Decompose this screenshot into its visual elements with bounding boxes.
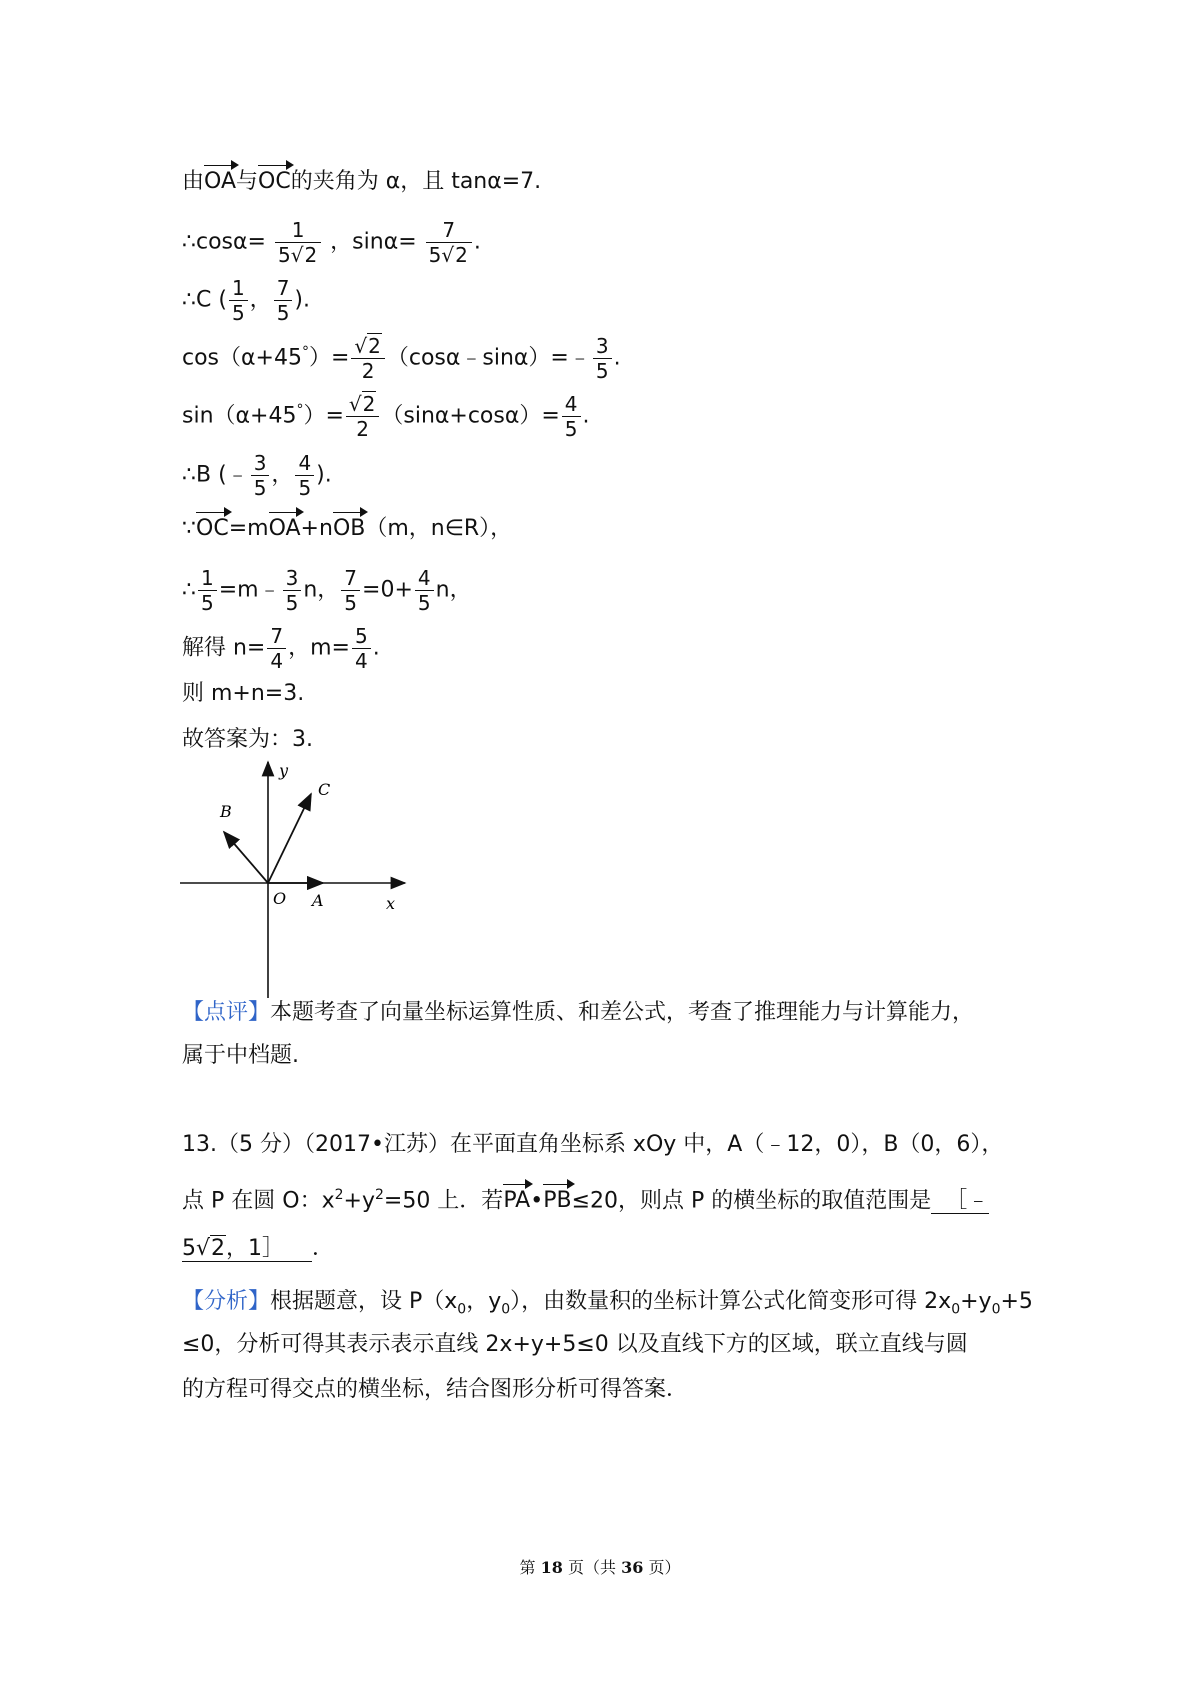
q13-line-1: 13.（5 分）（2017•江苏）在平面直角坐标系 xOy 中，A（﹣12，0），B（0，6）， xyxy=(182,1132,1004,1157)
solution-line-9: 解得 n= $\frac{7}{4}$ ，m= $\frac{5}{4}$ . xyxy=(182,624,380,673)
solution-line-7: ∵OC=mOA+nOB（m，n∈R）， xyxy=(182,510,512,544)
vector-oa: OA xyxy=(204,163,236,197)
label-a: A xyxy=(312,891,324,910)
fraction: $\frac{4}{5}$ xyxy=(415,566,434,615)
fraction: $\frac{4}{5}$ xyxy=(295,451,314,500)
vector-oc: OC xyxy=(258,163,291,197)
comment-line-1: 【点评】本题考查了向量坐标运算性质、和差公式，考查了推理能力与计算能力， xyxy=(182,1000,975,1025)
fraction: $\frac{√2}{2}$ xyxy=(346,392,379,441)
vector-pa: PA xyxy=(503,1182,530,1216)
fraction-cos: $\frac{1}{5√2}$ xyxy=(275,218,321,267)
text: ，sinα= xyxy=(330,229,417,255)
solution-line-10: 则 m+n=3. xyxy=(182,681,305,706)
analysis-line-3: 的方程可得交点的横坐标，结合图形分析可得答案． xyxy=(182,1377,689,1402)
fraction: $\frac{1}{5}$ xyxy=(198,566,217,615)
fraction: $\frac{7}{5}$ xyxy=(274,276,293,325)
fraction: $\frac{7}{4}$ xyxy=(267,624,286,673)
answer-blank: 5√2，1］ xyxy=(182,1236,312,1262)
text: ∴cosα= xyxy=(182,229,266,255)
label-b: B xyxy=(220,802,232,821)
comment-line-2: 属于中档题. xyxy=(182,1043,299,1068)
fraction: $\frac{1}{5}$ xyxy=(229,276,248,325)
solution-line-1 xyxy=(182,163,541,197)
solution-line-2: ∴cosα= $\frac{1}{5√2}$ ，sinα= $\frac{7}{5√2}$ . xyxy=(182,218,481,267)
vector-oa: OA xyxy=(269,510,301,544)
comment-tag: 【点评】 xyxy=(182,1000,271,1025)
label-c: C xyxy=(318,780,331,799)
solution-line-6: ∴B (﹣ $\frac{3}{5}$ ， $\frac{4}{5}$ ). xyxy=(182,451,332,500)
q13-line-3: 5√2，1］ ． xyxy=(182,1236,335,1261)
solution-line-4: cos（α+45°）= $\frac{√2}{2}$ （cosα﹣sinα）=﹣ $\frac{3}{5}$ . xyxy=(182,334,621,383)
fraction-sin: $\frac{7}{5√2}$ xyxy=(426,218,472,267)
answer-blank: ［﹣ xyxy=(931,1188,989,1214)
text: 与 xyxy=(236,169,259,194)
q13-line-2: 点 P 在圆 O：$x^2+y^2=50$ 上．若PA•PB≤20，则点 P 的横坐标的取值范围是 ［﹣ xyxy=(182,1180,989,1216)
fraction: $\frac{4}{5}$ xyxy=(562,392,581,441)
vector-ob: OB xyxy=(333,510,365,544)
fraction: $\frac{3}{5}$ xyxy=(251,451,270,500)
solution-line-11: 故答案为：3. xyxy=(182,727,313,752)
vector-c-arrow xyxy=(268,794,311,883)
vector-pb: PB xyxy=(543,1182,571,1216)
solution-line-8: ∴ $\frac{1}{5}$ =m﹣ $\frac{3}{5}$ n， $\frac{7}{5}$ =0+ $\frac{4}{5}$ n， xyxy=(182,566,472,615)
label-y: y xyxy=(279,761,289,780)
analysis-line-1: 【分析】根据题意，设 $P(x_0$，$y_0$），由数量积的坐标计算公式化简变形可得 $2x_0+y_0+5$ xyxy=(182,1289,1033,1318)
vector-b-arrow xyxy=(224,832,268,883)
fraction: $\frac{3}{5}$ xyxy=(283,566,302,615)
label-x: x xyxy=(386,894,396,913)
page-footer: 第 18 页（共 36 页） xyxy=(519,1558,681,1577)
label-o: O xyxy=(273,889,287,908)
solution-line-3: ∴C ( $\frac{1}{5}$ ， $\frac{7}{5}$ ). xyxy=(182,276,310,325)
analysis-line-2: ≤0，分析可得其表示表示直线 2x+y+5≤0 以及直线下方的区域，联立直线与圆 xyxy=(182,1332,968,1357)
total-pages: 36 xyxy=(621,1558,644,1577)
text: 由 xyxy=(182,169,205,194)
fraction: $\frac{7}{5}$ xyxy=(341,566,360,615)
fraction: $\frac{√2}{2}$ xyxy=(351,334,384,383)
fraction: $\frac{3}{5}$ xyxy=(593,334,612,383)
analysis-tag: 【分析】 xyxy=(182,1289,271,1314)
text: 的夹角为 α，且 tanα=7. xyxy=(290,169,542,194)
solution-line-5: sin（α+45°）= $\frac{√2}{2}$ （sinα+cosα）= $\frac{4}{5}$ . xyxy=(182,392,590,441)
fraction: $\frac{5}{4}$ xyxy=(352,624,371,673)
coordinate-figure xyxy=(180,760,450,1000)
page-number: 18 xyxy=(540,1558,563,1577)
vector-oc: OC xyxy=(196,510,229,544)
